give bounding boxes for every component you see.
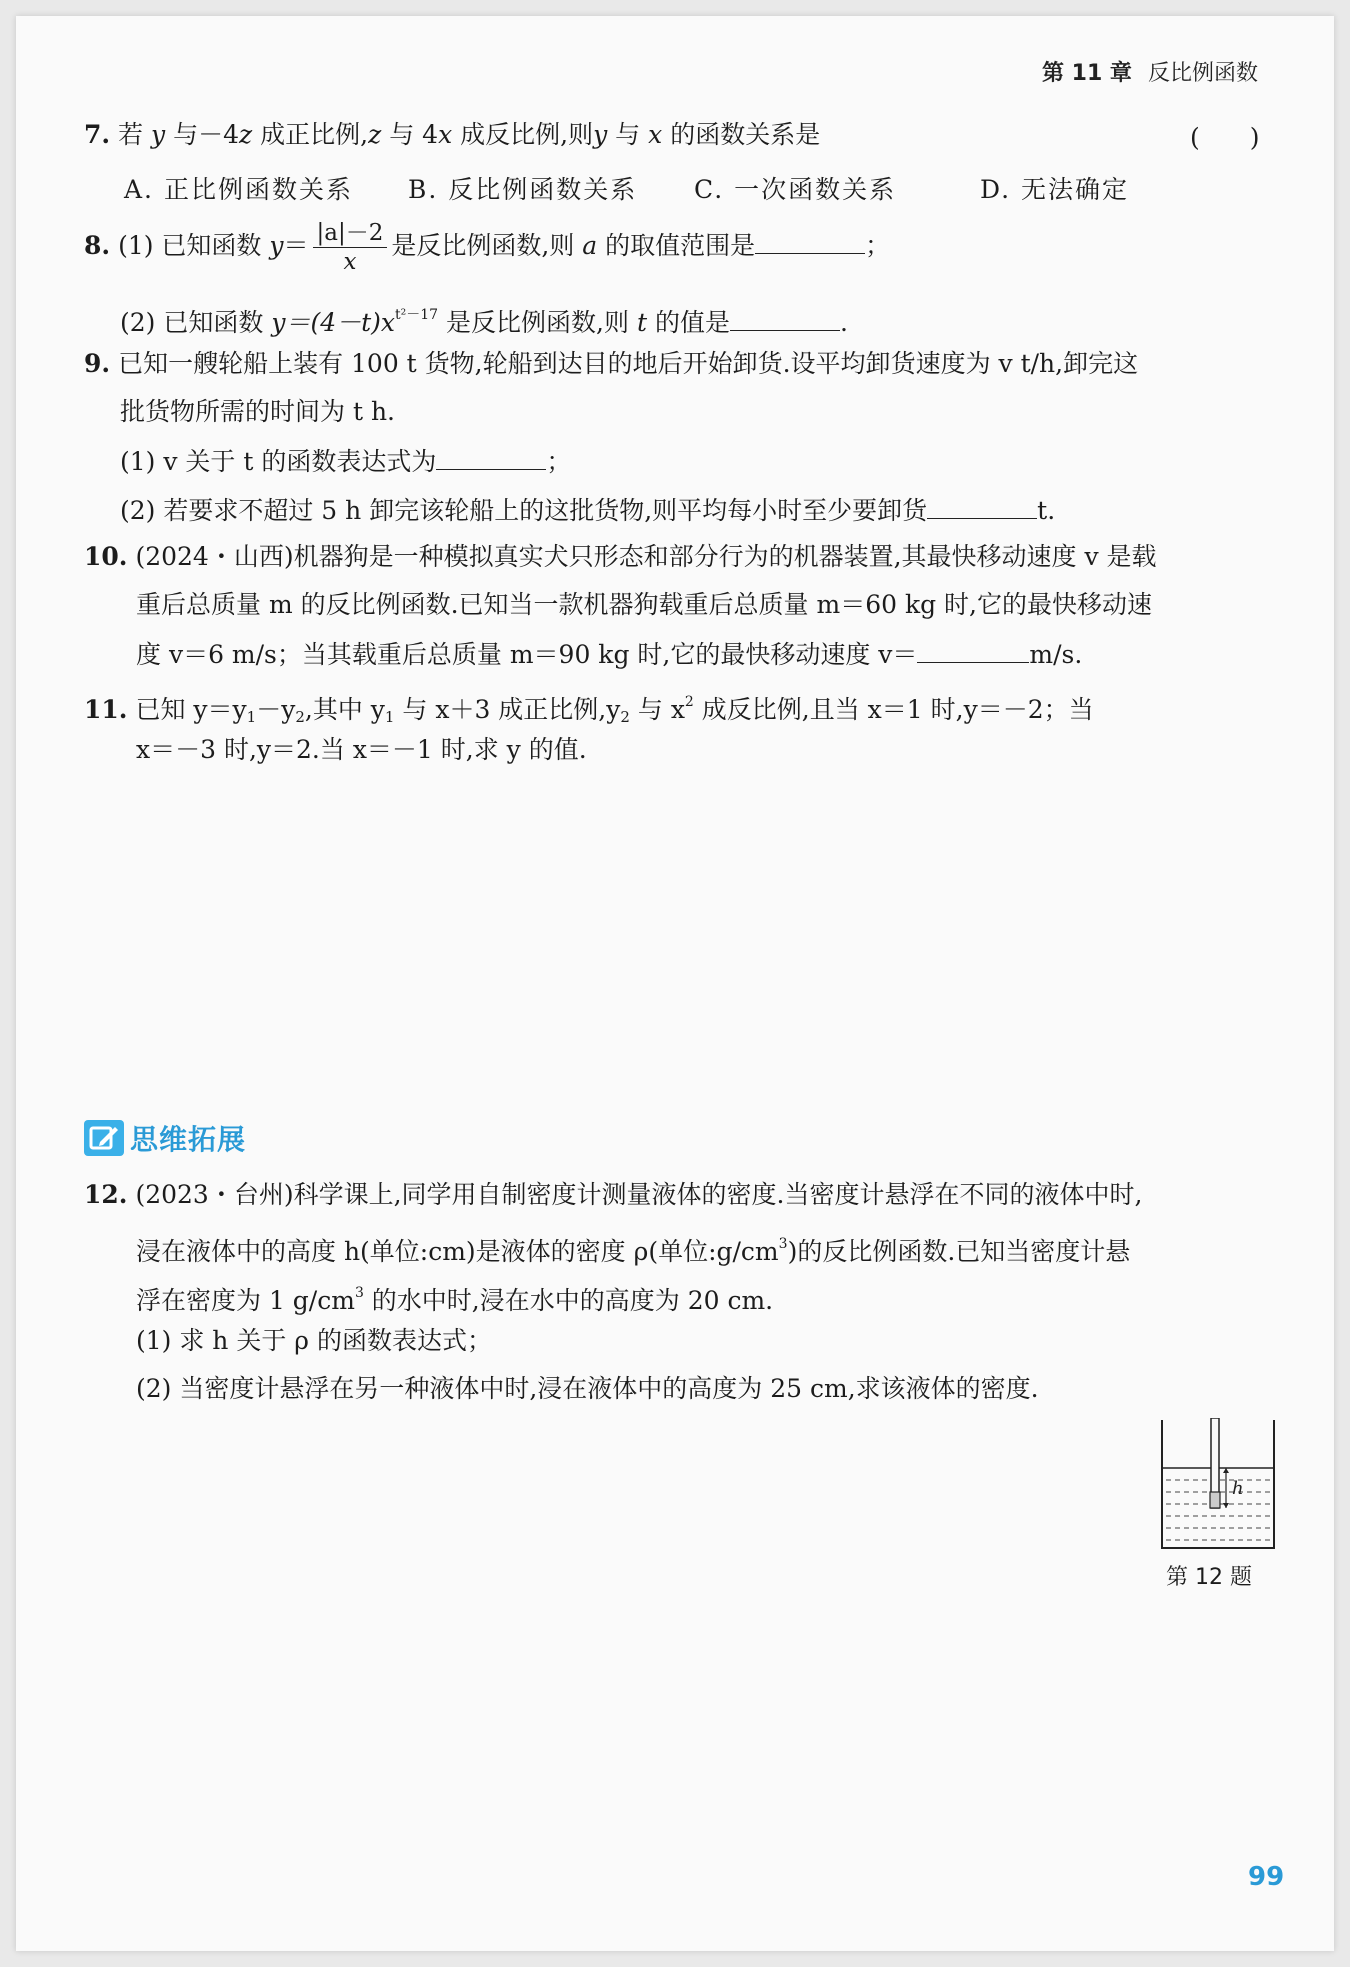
question-11-line-1 bbox=[84, 685, 1094, 734]
var: y bbox=[593, 120, 608, 149]
question-10-line-3 bbox=[136, 636, 1082, 672]
text: (2023・台州)科学课上,同学用自制密度计测量液体的密度.当密度计悬浮在不同的液体中时, bbox=[135, 1180, 1143, 1209]
text: 成正比例, bbox=[260, 120, 369, 149]
text: (1) v 关于 t 的函数表达式为 bbox=[120, 447, 437, 476]
question-9-part-1 bbox=[120, 443, 571, 479]
var: z bbox=[368, 120, 382, 149]
var: x bbox=[648, 120, 663, 149]
var: y bbox=[151, 120, 166, 149]
section-title: 思维拓展 bbox=[130, 1123, 247, 1156]
text: －y bbox=[256, 695, 296, 724]
question-12-line-3 bbox=[136, 1276, 773, 1318]
text: 与 bbox=[615, 120, 641, 149]
hydrometer-figure bbox=[1160, 1418, 1276, 1558]
question-8-part-1 bbox=[84, 216, 890, 276]
page-number: 99 bbox=[1248, 1862, 1285, 1892]
text: ； bbox=[865, 231, 891, 260]
question-9-part-2 bbox=[120, 492, 1055, 528]
text: (2024・山西)机器狗是一种模拟真实犬只形态和部分行为的机器装置,其最快移动速度 v 是载 bbox=[135, 542, 1157, 571]
text: 与 4 bbox=[389, 120, 439, 149]
question-7-stem bbox=[84, 118, 820, 152]
text: 浮在密度为 1 g/cm bbox=[136, 1286, 355, 1315]
superscript: 3 bbox=[354, 1285, 364, 1301]
answer-blank[interactable] bbox=[436, 443, 546, 470]
text: 与 x＋3 成正比例,y bbox=[394, 695, 621, 724]
answer-blank[interactable] bbox=[917, 636, 1029, 663]
superscript: 3 bbox=[778, 1236, 788, 1252]
answer-blank[interactable] bbox=[730, 304, 840, 331]
text: 是反比例函数,则 bbox=[391, 231, 575, 260]
question-10-line-1 bbox=[84, 540, 1157, 574]
text: t. bbox=[1037, 496, 1056, 525]
subscript: 1 bbox=[246, 708, 257, 726]
var: x bbox=[438, 120, 453, 149]
question-10-line-2: 重后总质量 m 的反比例函数.已知当一款机器狗载重后总质量 m＝60 kg 时,它的最快移动速 bbox=[136, 590, 1153, 619]
superscript: 2 bbox=[684, 694, 694, 710]
text: m/s. bbox=[1029, 640, 1083, 669]
text: 若 bbox=[118, 120, 144, 149]
text: 已知 y＝y bbox=[135, 695, 247, 724]
question-number: 10. bbox=[84, 542, 128, 571]
var: t bbox=[636, 308, 647, 337]
question-12-line-1 bbox=[84, 1178, 1142, 1212]
section-heading bbox=[84, 1118, 246, 1158]
answer-blank[interactable] bbox=[927, 492, 1037, 519]
question-number: 12. bbox=[84, 1180, 128, 1209]
subscript: 2 bbox=[295, 708, 305, 726]
var: a bbox=[582, 231, 598, 260]
text: 的取值范围是 bbox=[605, 231, 756, 260]
chapter-header bbox=[1042, 56, 1258, 87]
option-b: B. 反比例函数关系 bbox=[408, 175, 638, 204]
text: 成反比例,且当 x＝1 时,y＝－2；当 bbox=[693, 695, 1094, 724]
chapter-title: 反比例函数 bbox=[1147, 61, 1258, 86]
height-label: h bbox=[1232, 1478, 1244, 1499]
fraction-denominator: x bbox=[343, 249, 357, 275]
question-8-part-2 bbox=[120, 298, 848, 340]
answer-blank[interactable] bbox=[755, 227, 865, 254]
fraction-numerator: |a|－2 bbox=[313, 219, 388, 248]
text: 与－4 bbox=[173, 120, 240, 149]
text: 浸在液体中的高度 h(单位:cm)是液体的密度 ρ(单位:g/cm bbox=[136, 1237, 779, 1266]
option-a: A. 正比例函数关系 bbox=[124, 175, 353, 204]
text: ＝ bbox=[283, 231, 309, 260]
figure-caption: 第 12 题 bbox=[1166, 1565, 1252, 1590]
text: 是反比例函数,则 bbox=[446, 308, 629, 337]
question-9-line-1 bbox=[84, 347, 1138, 381]
var: y bbox=[269, 231, 284, 260]
question-12-part-2: (2) 当密度计悬浮在另一种液体中时,浸在液体中的高度为 25 cm,求该液体的密度. bbox=[136, 1374, 1039, 1403]
expression: y＝(4－t)x bbox=[271, 308, 396, 337]
text: 的水中时,浸在水中的高度为 20 cm. bbox=[363, 1286, 774, 1315]
question-number: 11. bbox=[84, 695, 128, 724]
chapter-number: 第 11 章 bbox=[1042, 61, 1132, 86]
var: z bbox=[239, 120, 253, 149]
text: . bbox=[839, 308, 848, 337]
question-number: 9. bbox=[84, 349, 111, 378]
text: 度 v＝6 m/s；当其载重后总质量 m＝90 kg 时,它的最快移动速度 v＝ bbox=[136, 640, 918, 669]
text: 与 x bbox=[629, 695, 685, 724]
option-d: D. 无法确定 bbox=[980, 175, 1130, 204]
subscript: 2 bbox=[620, 708, 630, 726]
text: 成反比例,则 bbox=[460, 120, 594, 149]
question-12-part-1: (1) 求 h 关于 ρ 的函数表达式； bbox=[136, 1326, 492, 1355]
exponent: t²－17 bbox=[395, 307, 439, 323]
question-12-line-2 bbox=[136, 1227, 1130, 1269]
question-number: 7. bbox=[84, 120, 111, 149]
pencil-note-icon bbox=[84, 1120, 124, 1156]
text: ； bbox=[546, 447, 572, 476]
text: ,其中 y bbox=[304, 695, 385, 724]
text: (2) 已知函数 bbox=[120, 308, 264, 337]
question-11-line-2: x＝－3 时,y＝2.当 x＝－1 时,求 y 的值. bbox=[136, 735, 587, 764]
fraction bbox=[313, 219, 388, 276]
text: )的反比例函数.已知当密度计悬 bbox=[787, 1237, 1131, 1266]
text: 的值是 bbox=[654, 308, 730, 337]
text: 的函数关系是 bbox=[670, 120, 821, 149]
text: (1) 已知函数 bbox=[118, 231, 262, 260]
text: (2) 若要求不超过 5 h 卸完该轮船上的这批货物,则平均每小时至少要卸货 bbox=[120, 496, 928, 525]
subscript: 1 bbox=[384, 708, 395, 726]
option-c: C. 一次函数关系 bbox=[694, 175, 897, 204]
answer-bracket: ( ) bbox=[1190, 123, 1260, 152]
question-number: 8. bbox=[84, 231, 111, 260]
question-9-line-2: 批货物所需的时间为 t h. bbox=[120, 397, 395, 426]
text: 已知一艘轮船上装有 100 t 货物,轮船到达目的地后开始卸货.设平均卸货速度为 v t/h,卸完这 bbox=[118, 349, 1139, 378]
